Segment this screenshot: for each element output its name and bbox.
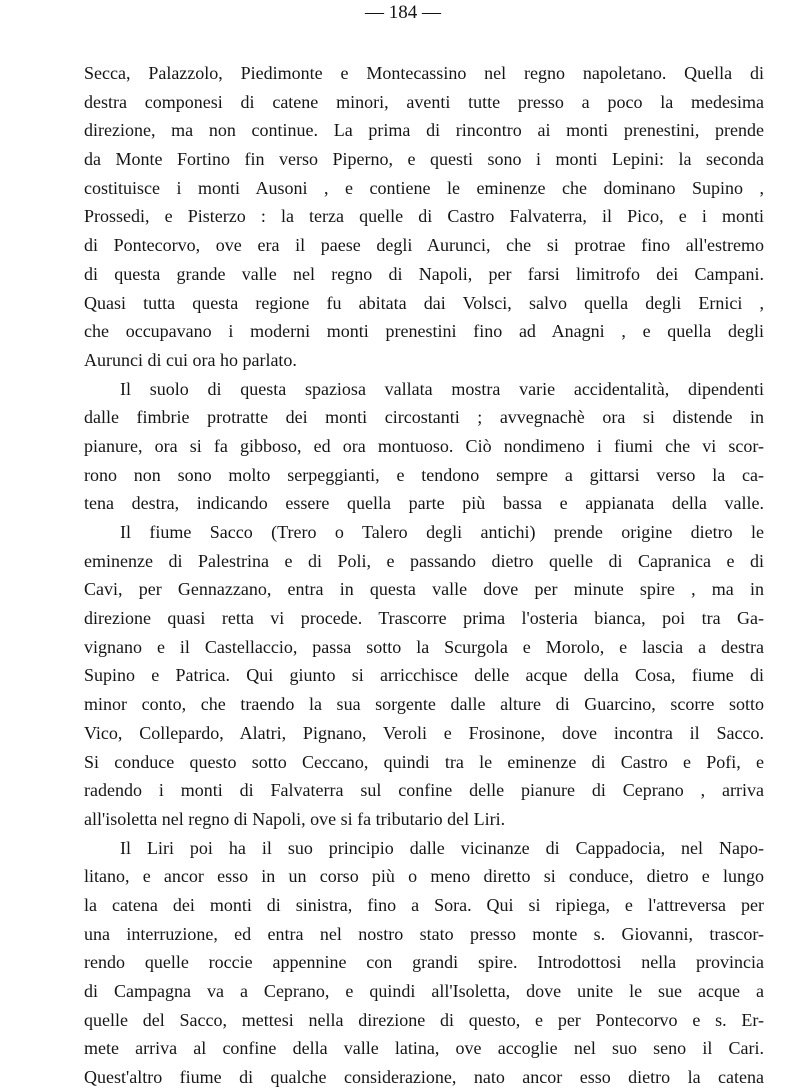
text-line: vignano e il Castellaccio, passa sotto la Scurgola e Morolo, e lascia a destra bbox=[84, 636, 764, 657]
text-line: direzione quasi retta vi procede. Trascorre prima l'osteria bianca, poi tra Ga- bbox=[84, 608, 764, 629]
text-line: Quasi tutta questa regione fu abitata dai Volsci, salvo quella degli Ernici , bbox=[84, 292, 764, 313]
text-line: pianure, ora si fa gibboso, ed ora montuoso. Ciò nondimeno i fiumi che vi scor- bbox=[84, 435, 764, 456]
text-line: da Monte Fortino fin verso Piperno, e questi sono i monti Lepini: la seconda bbox=[84, 149, 764, 170]
text-line: eminenze di Palestrina e di Poli, e passando dietro quelle di Capranica e di bbox=[84, 550, 764, 571]
text-line: di Pontecorvo, ove era il paese degli Aurunci, che si protrae fino all'estremo bbox=[84, 235, 764, 256]
text-line: la catena dei monti di sinistra, fino a Sora. Qui si ripiega, e l'attreversa per bbox=[84, 894, 764, 915]
text-line: Il fiume Sacco (Trero o Talero degli antichi) prende origine dietro le bbox=[120, 522, 764, 542]
text-line: minor conto, che traendo la sua sorgente dalle alture di Guarcino, scorre sotto bbox=[84, 694, 764, 715]
text-line: rono non sono molto serpeggianti, e tendono sempre a gittarsi verso la ca- bbox=[84, 464, 764, 485]
text-line: rendo quelle roccie appennine con grandi spire. Introdottosi nella provincia bbox=[84, 952, 764, 973]
text-line: Il Liri poi ha il suo principio dalle vicinanze di Cappadocia, nel Napo- bbox=[120, 837, 764, 858]
text-line: Il suolo di questa spaziosa vallata mostra varie accidentalità, dipendenti bbox=[120, 378, 764, 399]
text-line: una interruzione, ed entra nel nostro stato presso monte s. Giovanni, trascor- bbox=[84, 923, 764, 944]
text-line: destra componesi di catene minori, aventi tutte presso a poco la medesima bbox=[84, 91, 764, 112]
text-line: all'isoletta nel regno di Napoli, ove si fa tributario del Liri. bbox=[84, 808, 506, 829]
text-line: Quest'altro fiume di qualche considerazione, nato ancor esso dietro la catena bbox=[84, 1067, 764, 1088]
text-line: Secca, Palazzolo, Piedimonte e Montecassino nel regno napoletano. Quella di bbox=[84, 63, 764, 83]
text-line: di questa grande valle nel regno di Napoli, per farsi limitrofo dei Campani. bbox=[84, 263, 764, 284]
text-line: Vico, Collepardo, Alatri, Pignano, Veroli e Frosinone, dove incontra il Sacco. bbox=[84, 722, 764, 743]
page-number-header: — 184 — bbox=[365, 2, 441, 23]
text-line: di Campagna va a Ceprano, e quindi all'Isoletta, dove unite le sue acque a bbox=[84, 981, 764, 1001]
text-line: Supino e Patrica. Qui giunto si arricchisce delle acque della Cosa, fiume di bbox=[84, 665, 764, 686]
page-body-text bbox=[84, 59, 764, 1092]
text-line: tena destra, indicando essere quella parte più bassa e appianata della valle. bbox=[84, 493, 764, 514]
text-line: mete arriva al confine della valle latina, ove accoglie nel suo seno il Cari. bbox=[84, 1038, 764, 1059]
text-line: costituisce i monti Ausoni , e contiene le eminenze che dominano Supino , bbox=[84, 177, 764, 198]
text-line: litano, e ancor esso in un corso più o meno diretto si conduce, dietro e lungo bbox=[84, 866, 764, 887]
text-line: radendo i monti di Falvaterra sul confine delle pianure di Ceprano , arriva bbox=[84, 780, 764, 801]
text-line: Aurunci di cui ora ho parlato. bbox=[84, 349, 297, 370]
text-line: che occupavano i moderni monti prenestini fino ad Anagni , e quella degli bbox=[84, 321, 764, 342]
text-line: dalle fimbrie protratte dei monti circostanti ; avvegnachè ora si distende in bbox=[84, 407, 764, 428]
text-line: quelle del Sacco, mettesi nella direzione di questo, e per Pontecorvo e s. Er- bbox=[84, 1009, 764, 1030]
text-line: Prossedi, e Pisterzo : la terza quelle di Castro Falvaterra, il Pico, e i monti bbox=[84, 206, 764, 227]
text-line: direzione, ma non continue. La prima di rincontro ai monti prenestini, prende bbox=[84, 120, 764, 141]
text-line: Cavi, per Gennazzano, entra in questa valle dove per minute spire , ma in bbox=[84, 579, 764, 600]
text-line: Si conduce questo sotto Ceccano, quindi tra le eminenze di Castro e Pofi, e bbox=[84, 751, 764, 772]
